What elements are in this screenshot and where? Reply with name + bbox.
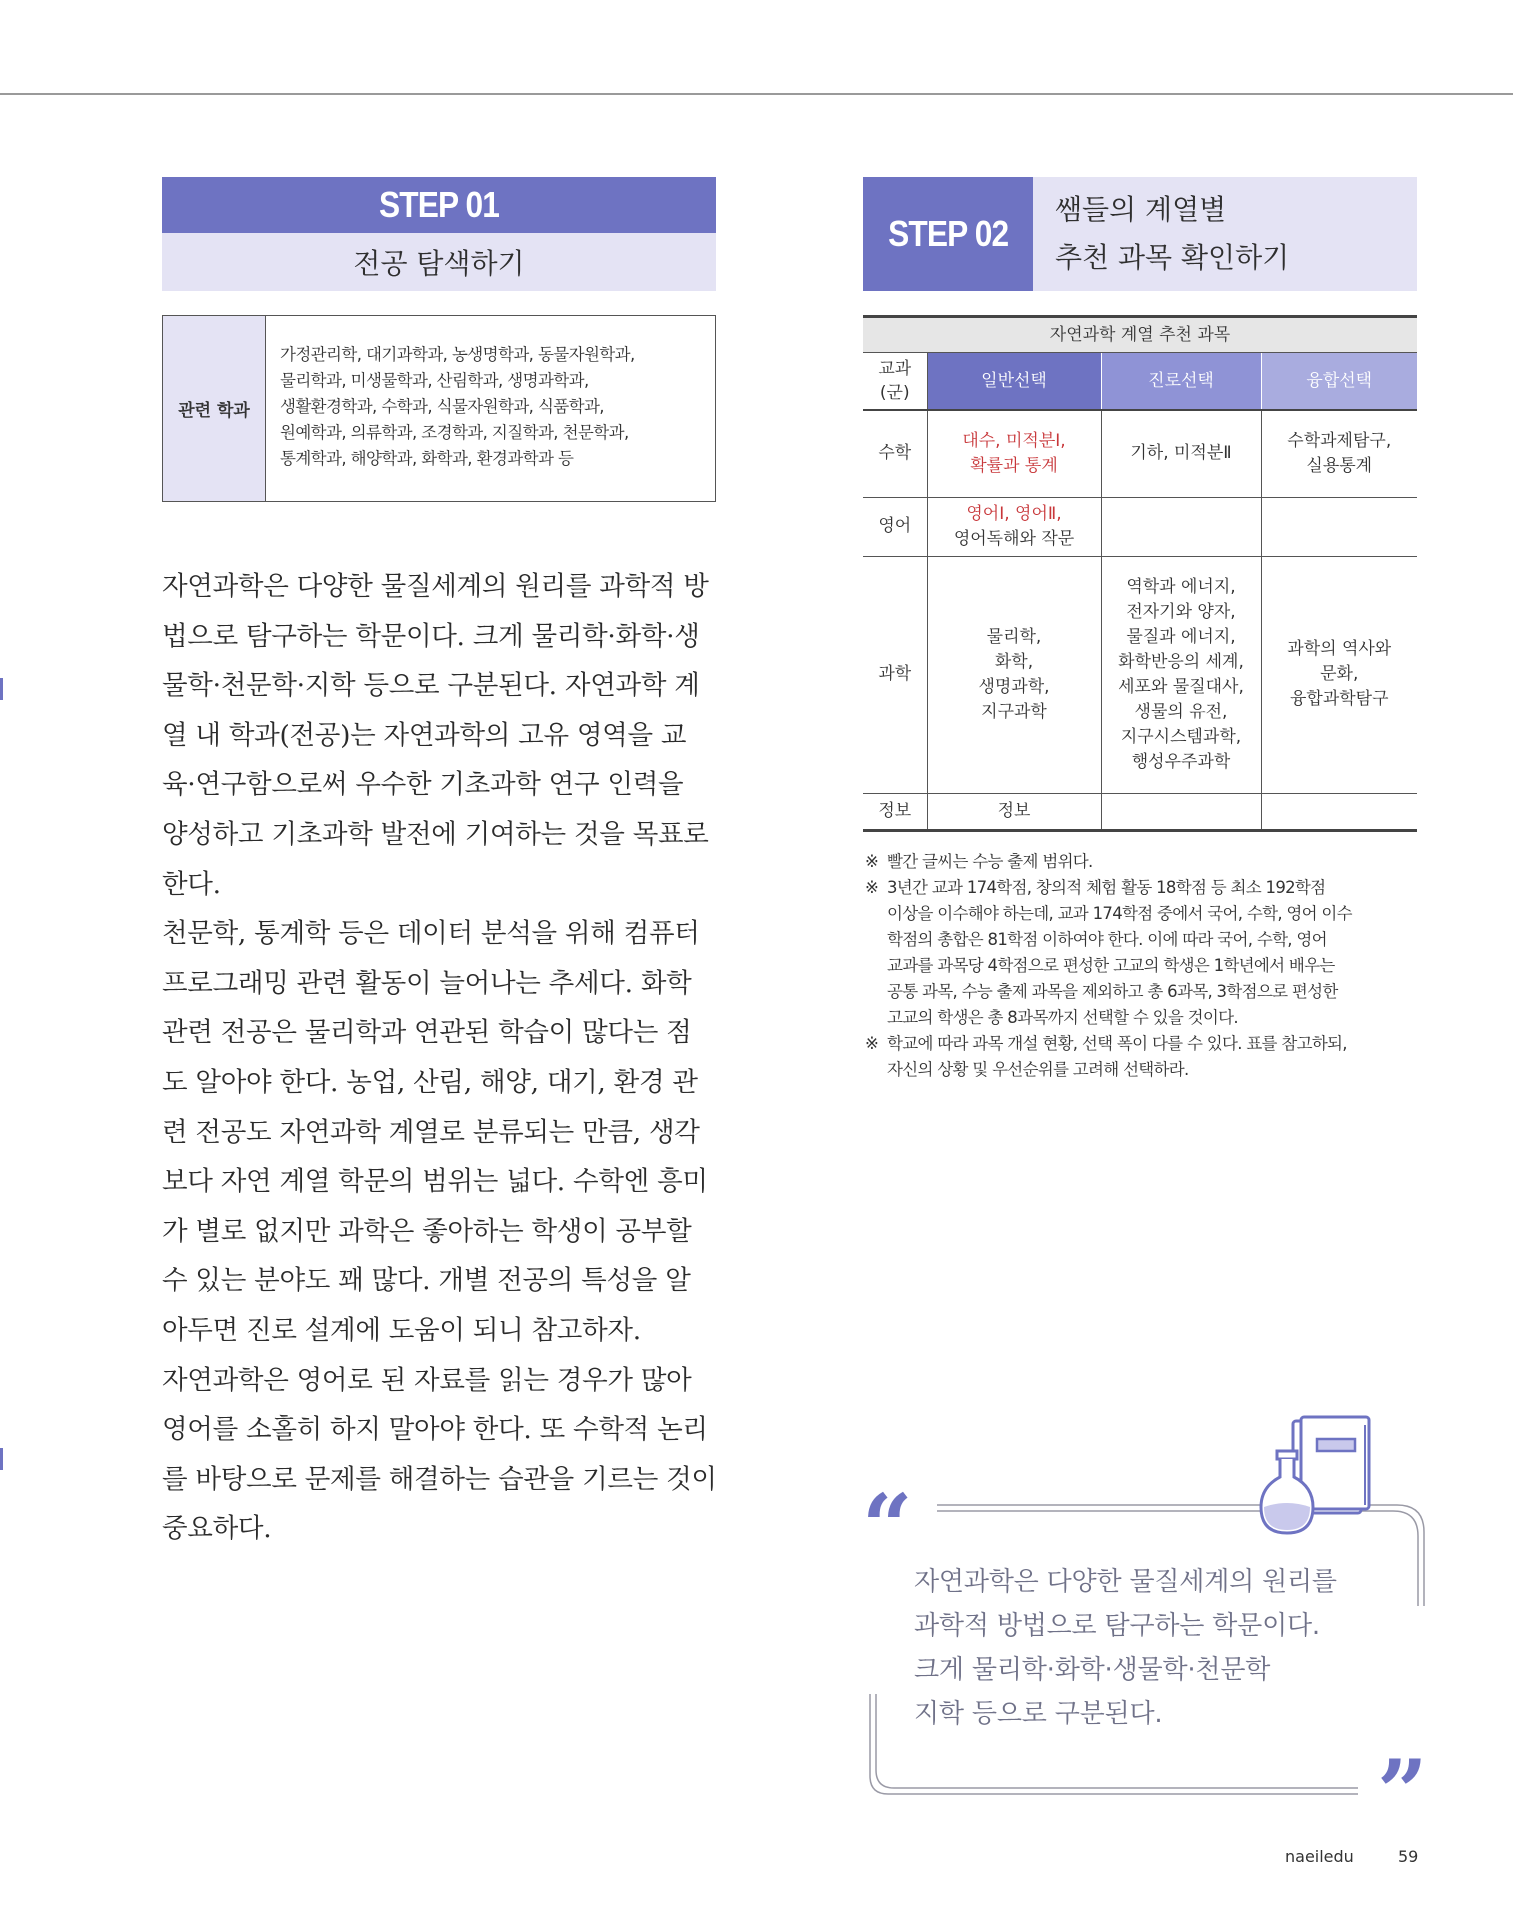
body-line: 가 별로 없지만 과학은 좋아하는 학생이 공부할 — [162, 1215, 692, 1247]
body-line: 영어를 소홀히 하지 말아야 한다. 또 수학적 논리 — [162, 1414, 708, 1446]
step1-title: 전공 탐색하기 — [162, 233, 716, 291]
body-line: 열 내 학과(전공)는 자연과학의 고유 영역을 교 — [162, 719, 687, 751]
step1-badge: STEP 01 — [195, 177, 683, 233]
step2-header — [863, 177, 1417, 291]
gutter-mark — [0, 1448, 3, 1470]
cell-career: 역학과 에너지, 전자기와 양자, 물질과 에너지, 화학반응의 세계, 세포와 물질대사, 생물의 유전, 지구시스템과학, 행성우주과학 — [1101, 556, 1261, 793]
dept-line: 가정관리학, 대기과학과, 농생명학과, 동물자원학과, — [280, 345, 635, 364]
table-row — [863, 793, 1417, 830]
related-departments-box — [162, 315, 716, 502]
body-line: 자연과학은 영어로 된 자료를 읽는 경우가 많아 — [162, 1364, 692, 1396]
dept-line: 원예학과, 의류학과, 조경학과, 지질학과, 천문학과, — [280, 423, 629, 442]
footer-brand: naeiledu — [1285, 1847, 1354, 1866]
body-line: 아두면 진로 설계에 도움이 되니 참고하자. — [162, 1314, 641, 1346]
body-line: 도 알아야 한다. 농업, 산림, 해양, 대기, 환경 관 — [162, 1066, 698, 1098]
dept-line: 물리학과, 미생물학과, 산림학과, 생명과학과, — [280, 371, 589, 390]
dept-line: 생활환경학과, 수학과, 식물자원학과, 식품학과, — [280, 397, 604, 416]
cell-subject: 영어 — [863, 497, 927, 556]
body-line: 수 있는 분야도 꽤 많다. 개별 전공의 특성을 알 — [162, 1265, 691, 1297]
note-item: ※ 빨간 글씨는 수능 출제 범위다. — [865, 852, 1093, 871]
body-line: 프로그래밍 관련 활동이 늘어나는 추세다. 화학 — [162, 967, 692, 999]
cell-subject: 수학 — [863, 410, 927, 497]
body-line: 천문학, 통계학 등은 데이터 분석을 위해 컴퓨터 — [162, 918, 700, 950]
page-number: 59 — [1398, 1847, 1419, 1866]
body-line: 양성하고 기초과학 발전에 기여하는 것을 목표로 — [162, 818, 709, 850]
gutter-mark — [0, 678, 3, 700]
cell-subject: 과학 — [863, 556, 927, 793]
step2-title: 쌤들의 계열별 추천 과목 확인하기 — [1033, 177, 1417, 291]
body-line: 자연과학은 다양한 물질세계의 원리를 과학적 방 — [162, 571, 709, 602]
quote-text: 자연과학은 다양한 물질세계의 원리를 과학적 방법으로 탐구하는 학문이다. 크게 물리학·화학·생물학·천문학 지학 등으로 구분된다. — [914, 1567, 1337, 1729]
cell-career — [1101, 793, 1261, 830]
body-line: 보다 자연 계열 학문의 범위는 넓다. 수학엔 흥미 — [162, 1166, 708, 1198]
close-quote-mark: ” — [1377, 1740, 1428, 1844]
cell-subject: 정보 — [863, 793, 927, 830]
body-line: 관련 전공은 물리학과 연관된 학습이 많다는 점 — [162, 1017, 692, 1049]
table-row — [863, 556, 1417, 793]
cell-career — [1101, 497, 1261, 556]
body-line: 련 전공도 자연과학 계열로 분류되는 만큼, 생각 — [162, 1116, 700, 1148]
recommended-subjects-table — [863, 315, 1417, 832]
body-line: 중요하다. — [162, 1513, 272, 1545]
open-quote-mark: “ — [862, 1474, 913, 1578]
body-line: 를 바탕으로 문제를 해결하는 습관을 기르는 것이 — [162, 1463, 717, 1495]
related-departments-list — [266, 316, 715, 501]
body-article — [162, 562, 722, 1554]
cell-general: 물리학, 화학, 생명과학, 지구과학 — [927, 556, 1101, 793]
dept-line: 통계학과, 해양학과, 화학과, 환경과학과 등 — [280, 449, 574, 468]
body-line: 물학·천문학·지학 등으로 구분된다. 자연과학 계 — [162, 670, 700, 702]
book-flask-icon — [1257, 1415, 1377, 1545]
related-departments-label: 관련 학과 — [163, 316, 266, 501]
cell-general: 대수, 미적분Ⅰ, 확률과 통계 — [927, 410, 1101, 497]
body-line: 법으로 탐구하는 학문이다. 크게 물리학·화학·생 — [162, 620, 700, 652]
table-notes — [865, 849, 1420, 1083]
header-career: 진로선택 — [1101, 353, 1261, 411]
step2-badge: STEP 02 — [863, 177, 1033, 291]
body-line: 한다. — [162, 868, 221, 900]
header-general: 일반선택 — [927, 353, 1101, 411]
table-row — [863, 497, 1417, 556]
cell-general: 영어Ⅰ, 영어Ⅱ, 영어독해와 작문 — [927, 497, 1101, 556]
header-subject: 교과 (군) — [863, 353, 927, 411]
pull-quote — [862, 1410, 1432, 1844]
step1-header — [162, 177, 716, 291]
cell-general: 정보 — [927, 793, 1101, 830]
cell-convergence: 과학의 역사와 문화, 융합과학탐구 — [1261, 556, 1417, 793]
top-divider — [0, 93, 1513, 95]
table-row — [863, 410, 1417, 497]
cell-convergence — [1261, 793, 1417, 830]
note-item: ※ 학교에 따라 과목 개설 현황, 선택 폭이 다를 수 있다. 표를 참고하되, 자신의 상황 및 우선순위를 고려해 선택하라. — [865, 1034, 1347, 1079]
note-item: ※ 3년간 교과 174학점, 창의적 체험 활동 18학점 등 최소 192학점 이상을 이수해야 하는데, 교과 174학점 중에서 국어, 수학, 영어 이수 학점의 총합은 81학점 이하여야 한다. 이에 따라 국어, 수학, 영어 교과를 과목당 4학점으로 편성한 고교의 학생은 1학년에서 배우는 공통 과목, 수능 출제 과목을 제외하고 총 6과목, 3학점으로 편성한 고교의 학생은 총 8과목까지 선택할 수 있을 것이다. — [865, 878, 1352, 1027]
body-line: 육·연구함으로써 우수한 기초과학 연구 인력을 — [162, 769, 684, 801]
table-caption: 자연과학 계열 추천 과목 — [863, 317, 1417, 353]
cell-career: 기하, 미적분Ⅱ — [1101, 410, 1261, 497]
cell-convergence — [1261, 497, 1417, 556]
cell-convergence: 수학과제탐구, 실용통계 — [1261, 410, 1417, 497]
header-convergence: 융합선택 — [1261, 353, 1417, 411]
